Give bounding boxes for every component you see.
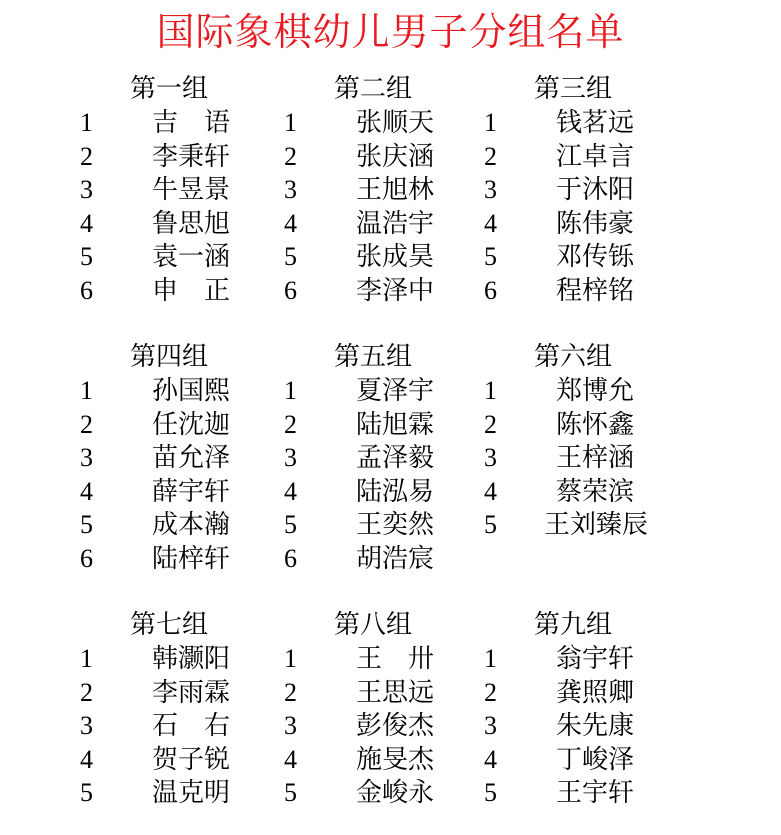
list-item: [484, 173, 724, 207]
member-number: 2: [484, 141, 497, 171]
member-number: 5: [80, 510, 93, 540]
member-name: 邓传铄: [556, 242, 635, 273]
member-name: 陆泓易: [356, 476, 435, 507]
list-item: [484, 207, 724, 241]
member-number: 2: [80, 677, 93, 707]
member-name: 陈怀鑫: [556, 409, 635, 440]
member-name: 王思远: [356, 677, 435, 708]
member-name: 朱先康: [556, 711, 635, 742]
member-name: 申 正: [152, 276, 231, 306]
member-name: 薛宇轩: [152, 476, 231, 507]
member-number: 3: [80, 175, 93, 205]
member-name: 苗允泽: [152, 443, 231, 474]
member-number: 5: [284, 778, 297, 808]
member-number: 1: [284, 644, 297, 673]
member-number: 3: [484, 443, 497, 473]
member-name: 李雨霖: [152, 677, 231, 708]
list-item: [484, 743, 724, 777]
member-number: 2: [284, 677, 297, 707]
member-number: 1: [484, 376, 497, 405]
group-title: 第八组: [334, 610, 413, 640]
member-number: 5: [484, 778, 497, 808]
member-number: 3: [284, 175, 297, 205]
member-name: 王刘臻辰: [544, 510, 649, 541]
member-number: 2: [284, 409, 297, 439]
member-number: 1: [80, 644, 93, 673]
member-number: 1: [80, 376, 93, 405]
member-name: 夏泽宇: [356, 376, 435, 406]
member-number: 1: [80, 108, 93, 137]
list-item: [484, 408, 724, 442]
list-item: [484, 676, 724, 710]
list-item: [484, 508, 724, 542]
member-number: 2: [284, 141, 297, 171]
member-number: 3: [284, 443, 297, 473]
member-number: 4: [80, 744, 93, 774]
member-name: 蔡荣滨: [556, 476, 635, 507]
member-name: 韩灏阳: [152, 644, 231, 674]
member-name: 王宇轩: [556, 778, 635, 809]
member-number: 5: [484, 242, 497, 272]
member-name: 鲁思旭: [152, 208, 231, 239]
member-name: 王旭林: [356, 175, 435, 206]
list-item: [484, 374, 724, 408]
member-name: 张庆涵: [356, 141, 435, 172]
member-number: 1: [484, 644, 497, 673]
member-name: 温克明: [152, 778, 231, 809]
member-name: 张顺天: [356, 108, 435, 138]
member-number: 3: [80, 711, 93, 741]
member-number: 5: [284, 242, 297, 272]
group-title: 第七组: [130, 610, 209, 640]
member-name: 胡浩宸: [356, 544, 435, 574]
member-name: 江卓言: [556, 141, 635, 172]
member-number: 5: [80, 778, 93, 808]
list-item: [484, 140, 724, 174]
group-title: 第五组: [334, 342, 413, 372]
member-number: 4: [80, 476, 93, 506]
list-item: [484, 240, 724, 274]
member-name: 施旻杰: [356, 744, 435, 775]
member-name: 陆旭霖: [356, 409, 435, 440]
member-name: 张成昊: [356, 242, 435, 273]
member-name: 牛昱景: [152, 175, 231, 206]
member-name: 孙国熙: [152, 376, 231, 406]
member-name: 龚照卿: [556, 677, 635, 708]
member-name: 贺子锐: [152, 744, 231, 775]
member-number: 3: [484, 175, 497, 205]
list-item: [484, 274, 724, 308]
member-number: 3: [284, 711, 297, 741]
member-number: 6: [80, 544, 93, 573]
member-number: 3: [80, 443, 93, 473]
member-name: 温浩宇: [356, 208, 435, 239]
group-title: 第一组: [130, 74, 209, 104]
member-name: 袁一涵: [152, 242, 231, 273]
member-name: 王 卅: [356, 644, 435, 674]
member-number: 4: [484, 476, 497, 506]
member-number: 6: [284, 276, 297, 305]
member-number: 4: [484, 744, 497, 774]
member-name: 翁宇轩: [556, 644, 635, 674]
member-number: 4: [484, 208, 497, 238]
member-name: 石 右: [152, 711, 231, 742]
list-item: [484, 106, 724, 140]
member-name: 郑博允: [556, 376, 635, 406]
list-item: [484, 441, 724, 475]
member-name: 陈伟豪: [556, 208, 635, 239]
member-number: 4: [284, 744, 297, 774]
list-item: [484, 642, 724, 676]
member-number: 5: [80, 242, 93, 272]
group-title: 第三组: [534, 74, 613, 104]
member-name: 王奕然: [356, 510, 435, 541]
group-title: 第六组: [534, 342, 613, 372]
member-number: 5: [484, 510, 497, 540]
group-title: 第二组: [334, 74, 413, 104]
member-name: 钱茗远: [556, 108, 635, 138]
member-number: 4: [80, 208, 93, 238]
member-number: 6: [284, 544, 297, 573]
member-name: 丁峻泽: [556, 744, 635, 775]
member-name: 任沈迦: [152, 409, 231, 440]
list-item: [284, 542, 524, 576]
member-name: 李秉轩: [152, 141, 231, 172]
list-item: [484, 475, 724, 509]
member-name: 金峻永: [356, 778, 435, 809]
member-name: 王梓涵: [556, 443, 635, 474]
member-number: 1: [284, 376, 297, 405]
member-number: 5: [284, 510, 297, 540]
member-name: 陆梓轩: [152, 544, 231, 574]
list-item: [484, 709, 724, 743]
member-number: 1: [484, 108, 497, 137]
member-number: 2: [484, 409, 497, 439]
member-number: 2: [484, 677, 497, 707]
member-name: 吉 语: [152, 108, 231, 138]
member-name: 孟泽毅: [356, 443, 435, 474]
member-name: 成本瀚: [152, 510, 231, 541]
member-name: 于沐阳: [556, 175, 635, 206]
member-name: 彭俊杰: [356, 711, 435, 742]
page-title: 国际象棋幼儿男子分组名单: [156, 10, 625, 54]
group-title: 第九组: [534, 610, 613, 640]
member-number: 1: [284, 108, 297, 137]
member-number: 4: [284, 208, 297, 238]
member-number: 6: [80, 276, 93, 305]
member-number: 4: [284, 476, 297, 506]
member-number: 2: [80, 141, 93, 171]
member-name: 程梓铭: [556, 276, 635, 306]
member-number: 6: [484, 276, 497, 305]
group-title: 第四组: [130, 342, 209, 372]
member-number: 2: [80, 409, 93, 439]
list-item: [484, 776, 724, 810]
member-number: 3: [484, 711, 497, 741]
member-name: 李泽中: [356, 276, 435, 306]
